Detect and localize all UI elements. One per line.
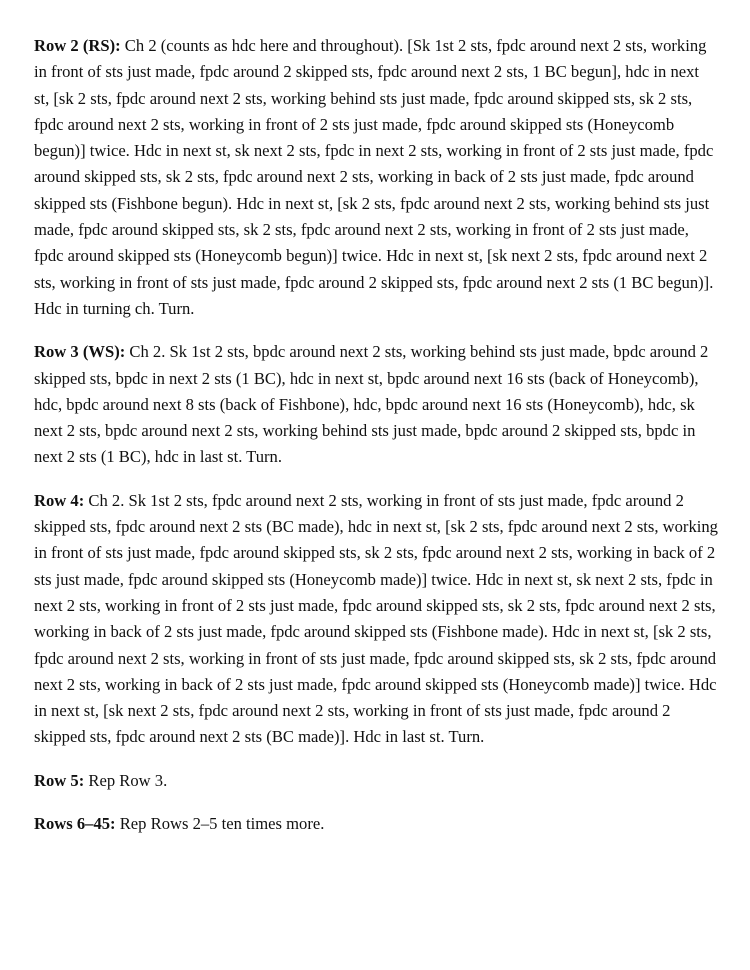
rows-6-45-instruction [34, 811, 718, 837]
row-5-label: Row 5: [34, 770, 85, 790]
row-3-label: Row 3 (WS): [34, 342, 126, 362]
row-2-text: Ch 2 (counts as hdc here and throughout). [Sk 1st 2 sts, fpdc around next 2 sts, working in front of sts just made, fpdc around 2 skipped sts, fpdc around next 2 sts, 1 BC begun], hdc in next st, [sk 2 sts, fpdc around next 2 sts, working behind sts just made, fpdc around skipped sts, sk 2 sts, fpdc around next 2 sts, working in front of 2 sts just made, fpdc around skipped sts (Honeycomb begun)] twice. Hdc in next st, sk next 2 sts, fpdc in next 2 sts, working in front of 2 sts just made, fpdc around skipped sts, sk 2 sts, fpdc around next 2 sts, working in back of 2 sts just made, fpdc around skipped sts (Fishbone begun). Hdc in next st, [sk 2 sts, fpdc around next 2 sts, working behind sts just made, fpdc around skipped sts, sk 2 sts, fpdc around next 2 sts, working in front of 2 sts just made, fpdc around skipped sts (Honeycomb begun)] twice. Hdc in next st, [sk next 2 sts, fpdc around next 2 sts, working in front of sts just made, fpdc around 2 skipped sts, fpdc around next 2 sts (1 BC begun)]. Hdc in turning ch. Turn. [34, 36, 714, 318]
rows-6-45-text: Rep Rows 2–5 ten times more. [115, 814, 325, 834]
rows-6-45-label: Rows 6–45: [34, 814, 116, 834]
row-3-text: Ch 2. Sk 1st 2 sts, bpdc around next 2 sts, working behind sts just made, bpdc around 2 skipped sts, bpdc in next 2 sts (1 BC), hdc in next st, bpdc around next 16 sts (back of Honeycomb), hdc, bpdc around next 8 sts (back of Fishbone), hdc, bpdc around next 16 sts (Honeycomb), hdc, sk next 2 sts, bpdc around next 2 sts, working behind sts just made, bpdc around 2 skipped sts, bpdc in next 2 sts (1 BC), hdc in last st. Turn. [34, 342, 709, 467]
row-4-label: Row 4: [34, 490, 85, 510]
row-5-text: Rep Row 3. [84, 770, 168, 790]
pattern-document [34, 33, 718, 854]
row-4-instruction [34, 488, 718, 751]
row-2-label: Row 2 (RS): [34, 36, 121, 55]
row-5-instruction [34, 768, 718, 794]
row-4-text: Ch 2. Sk 1st 2 sts, fpdc around next 2 sts, working in front of sts just made, fpdc around 2 skipped sts, fpdc around next 2 sts (BC made), hdc in next st, [sk 2 sts, fpdc around next 2 sts, working in front of sts just made, fpdc around skipped sts, sk 2 sts, fpdc around next 2 sts, working in back of 2 sts just made, fpdc around skipped sts (Honeycomb made)] twice. Hdc in next st, sk next 2 sts, fpdc in next 2 sts, working in front of 2 sts just made, fpdc around skipped sts, sk 2 sts, fpdc around next 2 sts, working in back of 2 sts just made, fpdc around skipped sts (Fishbone made). Hdc in next st, [sk 2 sts, fpdc around next 2 sts, working in front of sts just made, fpdc around skipped sts, sk 2 sts, fpdc around next 2 sts, working in back of 2 sts just made, fpdc around skipped sts (Honeycomb made)] twice. Hdc in next st, [sk next 2 sts, fpdc around next 2 sts, working in front of sts just made, fpdc around 2 skipped sts, fpdc around next 2 sts (BC made)]. Hdc in last st. Turn. [34, 490, 718, 747]
row-3-instruction [34, 339, 718, 470]
row-2-instruction [34, 33, 718, 322]
